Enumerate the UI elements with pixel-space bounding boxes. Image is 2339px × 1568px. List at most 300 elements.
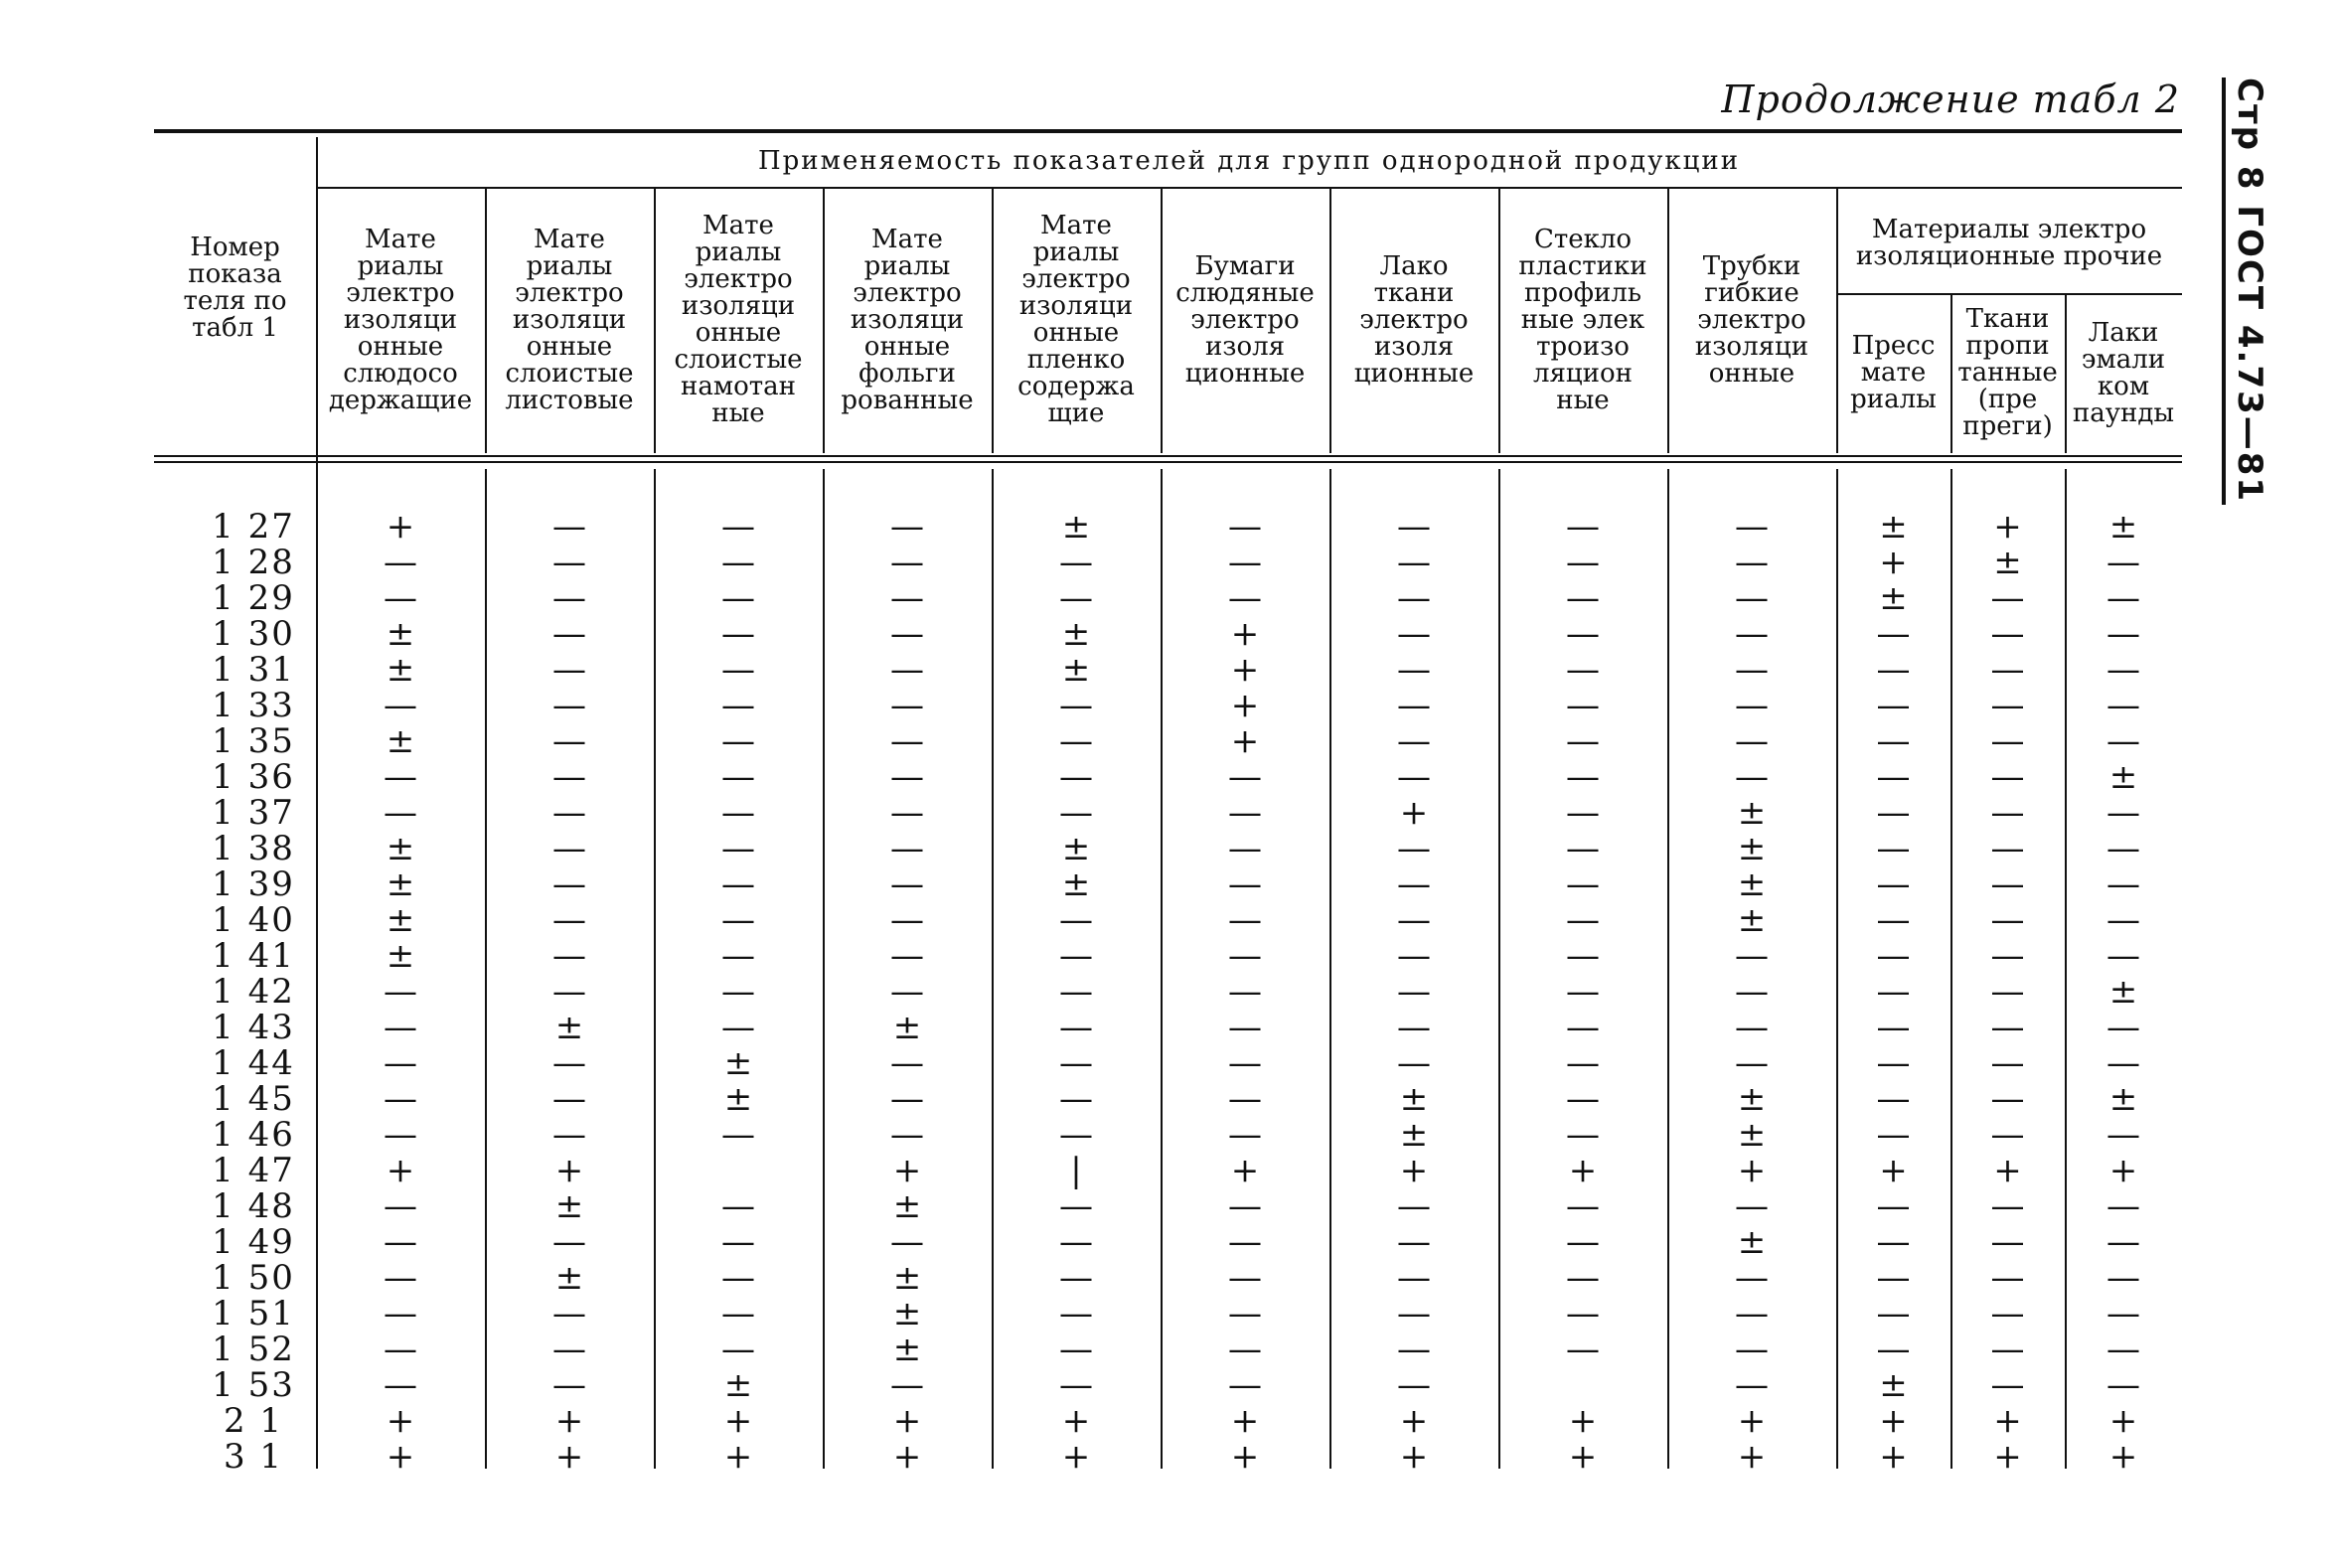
column-divider-body-11	[2065, 469, 2067, 1469]
table-cell: —	[1566, 543, 1600, 582]
table-cell: —	[1566, 793, 1600, 833]
table-cell: —	[1990, 614, 2025, 654]
table-cell: +	[1993, 507, 2022, 547]
table-cell: +	[386, 1151, 415, 1190]
table-cell: —	[721, 543, 755, 582]
table-cell: —	[1566, 900, 1600, 940]
table-cell: ±	[2108, 972, 2138, 1012]
table-cell: —	[1059, 543, 1093, 582]
table-cell: +	[1230, 1401, 1260, 1441]
table-cell: —	[721, 1258, 755, 1298]
table-cell: —	[1566, 757, 1600, 797]
table-cell: —	[721, 1008, 755, 1047]
table-cell: —	[552, 1330, 586, 1369]
table-cell: —	[1228, 578, 1262, 618]
table-cell: +	[892, 1401, 922, 1441]
table-cell: —	[1876, 900, 1911, 940]
table-cell: —	[2106, 1330, 2140, 1369]
table-cell: —	[1735, 936, 1769, 976]
table-cell: +	[2108, 1437, 2138, 1477]
table-cell: —	[1735, 650, 1769, 690]
table-cell: —	[1228, 1294, 1262, 1333]
table-cell: ±	[386, 650, 415, 690]
table-cell: —	[1059, 1258, 1093, 1298]
table-cell: ±	[2108, 507, 2138, 547]
column-header-5: Мате риалы электро изоляци онные пленко содержа щие	[1017, 211, 1135, 428]
column-header-4: Мате риалы электро изоляци онные фольги рованные	[841, 224, 974, 415]
table-cell: —	[1990, 1079, 2025, 1119]
table-cell: ±	[386, 936, 415, 976]
table-cell: —	[1990, 1115, 2025, 1155]
table-cell: ±	[386, 829, 415, 868]
table-cell: +	[1568, 1401, 1598, 1441]
row-number: 2 1	[223, 1401, 284, 1441]
table-cell: —	[1059, 1115, 1093, 1155]
subgroup-header: Материалы электро изоляционные прочие	[1855, 215, 2163, 271]
row-number: 1 43	[212, 1008, 295, 1047]
table-cell: —	[1876, 757, 1911, 797]
table-cell: —	[1397, 721, 1431, 761]
table-cell: +	[554, 1151, 584, 1190]
table-cell: —	[1566, 936, 1600, 976]
table-cell: ±	[1061, 829, 1091, 868]
table-cell: —	[721, 1330, 755, 1369]
table-cell: ±	[723, 1079, 753, 1119]
table-cell: —	[1566, 864, 1600, 904]
table-cell: —	[384, 1115, 417, 1155]
table-cell: —	[721, 793, 755, 833]
table-cell: —	[1735, 1258, 1769, 1298]
table-cell: +	[1993, 1437, 2022, 1477]
table-cell: ±	[1737, 900, 1767, 940]
table-cell: —	[552, 864, 586, 904]
column-divider-body-5	[1161, 469, 1163, 1469]
table-cell: ±	[554, 1258, 584, 1298]
table-cell: —	[1397, 1258, 1431, 1298]
table-cell: +	[1230, 1151, 1260, 1190]
table-cell: ±	[386, 721, 415, 761]
table-cell: +	[1879, 1151, 1908, 1190]
table-cell: —	[1397, 1222, 1431, 1262]
table-cell: —	[1059, 900, 1093, 940]
table-cell: —	[1990, 1294, 2025, 1333]
table-cell: —	[1059, 1079, 1093, 1119]
table-cell: —	[384, 578, 417, 618]
table-cell: —	[1735, 686, 1769, 725]
table-cell: —	[890, 829, 924, 868]
table-cell: —	[1735, 507, 1769, 547]
page-reference	[2222, 78, 2281, 515]
table-cell: —	[1228, 1079, 1262, 1119]
table-cell: —	[1397, 507, 1431, 547]
table-cell: —	[890, 1115, 924, 1155]
table-cell: —	[1990, 1008, 2025, 1047]
table-cell: —	[384, 1222, 417, 1262]
table-cell: —	[2106, 1222, 2140, 1262]
column-divider-body-7	[1498, 469, 1500, 1469]
table-cell: —	[1059, 936, 1093, 976]
table-cell: ±	[386, 614, 415, 654]
table-cell: —	[890, 864, 924, 904]
table-cell: —	[552, 972, 586, 1012]
table-cell: —	[2106, 936, 2140, 976]
column-header-3: Мате риалы электро изоляци онные слоистые намотан ные	[674, 211, 803, 428]
row-number: 1 29	[212, 578, 295, 618]
row-number: 1 36	[212, 757, 295, 797]
table-cell: —	[1228, 900, 1262, 940]
table-cell: +	[1399, 793, 1429, 833]
table-cell: —	[1059, 1008, 1093, 1047]
table-cell: —	[721, 1186, 755, 1226]
table-cell: —	[2106, 650, 2140, 690]
top-rule	[154, 129, 2182, 133]
column-divider-body-8	[1667, 469, 1669, 1469]
row-number: 1 40	[212, 900, 295, 940]
table-cell: —	[1566, 686, 1600, 725]
table-cell: ±	[554, 1008, 584, 1047]
table-cell: —	[890, 686, 924, 725]
table-cell: ±	[2108, 1079, 2138, 1119]
table-cell: —	[1228, 1186, 1262, 1226]
row-number: 1 53	[212, 1365, 295, 1405]
table-cell: —	[552, 1115, 586, 1155]
table-cell: —	[1876, 936, 1911, 976]
column-header-2: Мате риалы электро изоляци онные слоистые листовые	[505, 224, 634, 415]
table-cell: ±	[1737, 1079, 1767, 1119]
table-cell: —	[552, 1222, 586, 1262]
table-cell: —	[384, 1186, 417, 1226]
table-cell: —	[2106, 1008, 2140, 1047]
column-divider-body-2	[654, 469, 656, 1469]
table-cell: —	[1397, 829, 1431, 868]
row-number: 1 27	[212, 507, 295, 547]
table-cell: —	[384, 1079, 417, 1119]
table-cell: —	[1059, 757, 1093, 797]
table-cell: —	[2106, 829, 2140, 868]
table-cell: —	[1397, 686, 1431, 725]
table-cell: —	[1566, 1222, 1600, 1262]
table-cell: —	[890, 614, 924, 654]
table-cell: —	[1397, 900, 1431, 940]
table-cell: —	[721, 578, 755, 618]
table-cell: —	[721, 1294, 755, 1333]
table-cell: —	[1735, 1294, 1769, 1333]
header-bottom-rule-2	[154, 461, 2182, 463]
column-header-6: Бумаги слюдяные электро изоля ционные	[1175, 250, 1315, 389]
table-cell: —	[1735, 614, 1769, 654]
table-cell: —	[552, 614, 586, 654]
table-cell: —	[1566, 1079, 1600, 1119]
row-number: 1 50	[212, 1258, 295, 1298]
table-cell: —	[552, 543, 586, 582]
header-bottom-rule-1	[154, 455, 2182, 457]
table-cell: —	[552, 793, 586, 833]
row-number: 1 37	[212, 793, 295, 833]
table-cell: —	[384, 686, 417, 725]
table-cell: —	[1228, 972, 1262, 1012]
table-cell: —	[1228, 864, 1262, 904]
table-cell: ±	[723, 1365, 753, 1405]
table-cell: —	[2106, 1043, 2140, 1083]
table-cell: —	[1876, 829, 1911, 868]
table-cell: —	[1876, 614, 1911, 654]
row-number: 1 49	[212, 1222, 295, 1262]
table-cell: —	[1876, 1330, 1911, 1369]
row-number: 1 41	[212, 936, 295, 976]
table-cell: +	[723, 1437, 753, 1477]
table-cell: —	[1990, 793, 2025, 833]
table-cell: —	[1059, 1186, 1093, 1226]
table-cell: ±	[1737, 864, 1767, 904]
table-cell: +	[1737, 1437, 1767, 1477]
table-cell: —	[1566, 1043, 1600, 1083]
table-cell: —	[890, 972, 924, 1012]
table-cell: —	[1228, 1258, 1262, 1298]
table-cell: —	[1990, 650, 2025, 690]
table-cell: +	[1061, 1401, 1091, 1441]
table-cell: —	[2106, 1186, 2140, 1226]
table-cell: —	[890, 757, 924, 797]
row-number: 1 47	[212, 1151, 295, 1190]
table-cell: ±	[1993, 543, 2022, 582]
table-cell: —	[1990, 1043, 2025, 1083]
table-cell: —	[721, 1115, 755, 1155]
table-cell: —	[384, 793, 417, 833]
table-cell: —	[1059, 1365, 1093, 1405]
table-cell: —	[1876, 1008, 1911, 1047]
table-cell: —	[1990, 1222, 2025, 1262]
table-cell: —	[1059, 686, 1093, 725]
row-number: 1 45	[212, 1079, 295, 1119]
table-cell: ±	[1737, 1115, 1767, 1155]
table-cell: +	[1879, 1401, 1908, 1441]
row-number: 1 46	[212, 1115, 295, 1155]
table-cell: —	[1876, 686, 1911, 725]
table-cell: —	[2106, 793, 2140, 833]
table-cell: —	[721, 614, 755, 654]
table-cell: —	[890, 1079, 924, 1119]
table-cell: ±	[1399, 1115, 1429, 1155]
table-cell: +	[1230, 721, 1260, 761]
table-cell: —	[721, 686, 755, 725]
table-cell: —	[1876, 1258, 1911, 1298]
table-cell: ±	[892, 1186, 922, 1226]
table-cell: ±	[892, 1294, 922, 1333]
table-cell: —	[721, 864, 755, 904]
table-cell: —	[384, 1294, 417, 1333]
page-reference-text: Стр 8 ГОСТ 4.73—81	[2230, 78, 2269, 504]
table-cell: —	[1566, 614, 1600, 654]
table-cell: —	[1735, 757, 1769, 797]
table-cell: —	[384, 1365, 417, 1405]
table-cell: —	[1397, 1365, 1431, 1405]
table-cell: —	[890, 543, 924, 582]
group-header: Применяемость показателей для групп однородной продукции	[757, 145, 1741, 176]
table-cell: +	[1993, 1401, 2022, 1441]
table-cell: —	[1397, 578, 1431, 618]
table-cell: —	[1566, 650, 1600, 690]
table-cell: —	[1876, 864, 1911, 904]
table-cell: —	[1990, 578, 2025, 618]
table-cell: —	[1059, 1043, 1093, 1083]
table-cell: —	[1397, 1186, 1431, 1226]
table-cell: —	[890, 578, 924, 618]
table-cell: —	[2106, 1258, 2140, 1298]
table-cell: —	[721, 829, 755, 868]
table-cell: +	[892, 1151, 922, 1190]
table-cell: ±	[892, 1258, 922, 1298]
table-cell: —	[1990, 721, 2025, 761]
table-cell: —	[1876, 793, 1911, 833]
row-number: 1 33	[212, 686, 295, 725]
table-cell: —	[1228, 1008, 1262, 1047]
table-cell: —	[1990, 972, 2025, 1012]
table-cell: +	[1399, 1151, 1429, 1190]
table-cell: +	[1230, 650, 1260, 690]
table-cell: —	[721, 972, 755, 1012]
table-cell: —	[1397, 972, 1431, 1012]
table-cell: —	[1397, 543, 1431, 582]
table-cell: —	[890, 721, 924, 761]
table-cell: —	[1990, 757, 2025, 797]
table-cell: —	[2106, 864, 2140, 904]
table-cell: —	[1059, 1330, 1093, 1369]
table-cell: ±	[1061, 650, 1091, 690]
table-cell: —	[1735, 1365, 1769, 1405]
table-cell: —	[1228, 507, 1262, 547]
table-cell: —	[1876, 972, 1911, 1012]
table-cell: —	[1228, 757, 1262, 797]
table-cell: —	[2106, 721, 2140, 761]
row-number: 1 42	[212, 972, 295, 1012]
table-cell: —	[552, 507, 586, 547]
table-cell: —	[1059, 1294, 1093, 1333]
table-cell: —	[552, 578, 586, 618]
table-cell: —	[1876, 1115, 1911, 1155]
table-cell: —	[1566, 578, 1600, 618]
table-cell: ±	[1061, 864, 1091, 904]
table-cell: —	[1566, 972, 1600, 1012]
table-cell: —	[552, 1365, 586, 1405]
table-cell: —	[1228, 1222, 1262, 1262]
table-cell: —	[552, 936, 586, 976]
column-header-1: Мате риалы электро изоляци онные слюдосо держащие	[328, 224, 473, 415]
table-cell: —	[2106, 686, 2140, 725]
table-cell: —	[552, 721, 586, 761]
table-cell: —	[1397, 650, 1431, 690]
table-cell: ±	[386, 900, 415, 940]
table-cell: —	[384, 972, 417, 1012]
table-cell: —	[1228, 936, 1262, 976]
table-cell: —	[1228, 1043, 1262, 1083]
table-cell: —	[1735, 1186, 1769, 1226]
column-divider-body-3	[823, 469, 825, 1469]
table-cell: —	[1735, 972, 1769, 1012]
table-cell: —	[1059, 1222, 1093, 1262]
row-number: 1 28	[212, 543, 295, 582]
table-cell: —	[721, 900, 755, 940]
table-cell	[699, 1153, 778, 1188]
table-cell: —	[1990, 1186, 2025, 1226]
table-cell: —	[1990, 686, 2025, 725]
row-number: 1 52	[212, 1330, 295, 1369]
table-cell: +	[386, 1437, 415, 1477]
table-cell: ±	[892, 1330, 922, 1369]
column-divider-body-4	[992, 469, 994, 1469]
table-cell: +	[1399, 1401, 1429, 1441]
column-divider-body-6	[1329, 469, 1331, 1469]
group-header-rule	[316, 187, 2182, 189]
table-cell: —	[1397, 1330, 1431, 1369]
table-cell: —	[1876, 1294, 1911, 1333]
table-cell: —	[1397, 864, 1431, 904]
table-cell: —	[1566, 1008, 1600, 1047]
column-header-12: Лаки эмали ком паунды	[2072, 317, 2175, 428]
table-cell: ±	[1879, 578, 1908, 618]
row-number: 1 38	[212, 829, 295, 868]
table-cell: ±	[1399, 1079, 1429, 1119]
table-cell: —	[1990, 900, 2025, 940]
table-cell: —	[1566, 721, 1600, 761]
table-cell: —	[1735, 578, 1769, 618]
table-cell: —	[890, 936, 924, 976]
table-cell: —	[1735, 1330, 1769, 1369]
table-cell: +	[2108, 1151, 2138, 1190]
table-cell: +	[723, 1401, 753, 1441]
column-header-11: Ткани пропи танные (пре преги)	[1957, 304, 2058, 441]
table-cell: —	[1735, 1043, 1769, 1083]
table-cell: +	[1879, 1437, 1908, 1477]
table-cell: —	[552, 757, 586, 797]
table-cell: —	[1228, 543, 1262, 582]
table-cell: ±	[1879, 1365, 1908, 1405]
table-cell: —	[552, 1294, 586, 1333]
table-cell: —	[1990, 829, 2025, 868]
table-cell: ±	[892, 1008, 922, 1047]
table-cell: +	[1879, 543, 1908, 582]
table-cell: —	[1397, 1294, 1431, 1333]
table-cell: —	[1735, 1008, 1769, 1047]
row-number: 1 48	[212, 1186, 295, 1226]
table-cell: —	[1059, 721, 1093, 761]
table-cell: —	[890, 1365, 924, 1405]
table-cell: —	[721, 757, 755, 797]
table-cell: ±	[386, 864, 415, 904]
table-cell: —	[552, 686, 586, 725]
table-cell: +	[554, 1401, 584, 1441]
table-cell: +	[892, 1437, 922, 1477]
subgroup-header-rule	[1836, 293, 2182, 295]
table-cell: ±	[2108, 757, 2138, 797]
table-cell: —	[1566, 1186, 1600, 1226]
column-header-8: Стекло пластики профиль ные элек троизо ляцион ные	[1518, 224, 1647, 415]
table-cell: —	[1228, 829, 1262, 868]
table-cell: ±	[1061, 507, 1091, 547]
table-cell: —	[1876, 1079, 1911, 1119]
table-cell: +	[386, 1401, 415, 1441]
row-number: 1 51	[212, 1294, 295, 1333]
table-cell: —	[2106, 1294, 2140, 1333]
row-number: 1 35	[212, 721, 295, 761]
table-cell: —	[1397, 614, 1431, 654]
table-cell: ±	[1879, 507, 1908, 547]
table-cell: ±	[1061, 614, 1091, 654]
table-cell: —	[1735, 721, 1769, 761]
table-cell: ±	[723, 1043, 753, 1083]
table-cell: —	[384, 1330, 417, 1369]
table-cell: —	[1566, 1330, 1600, 1369]
table-cell: —	[1397, 1008, 1431, 1047]
